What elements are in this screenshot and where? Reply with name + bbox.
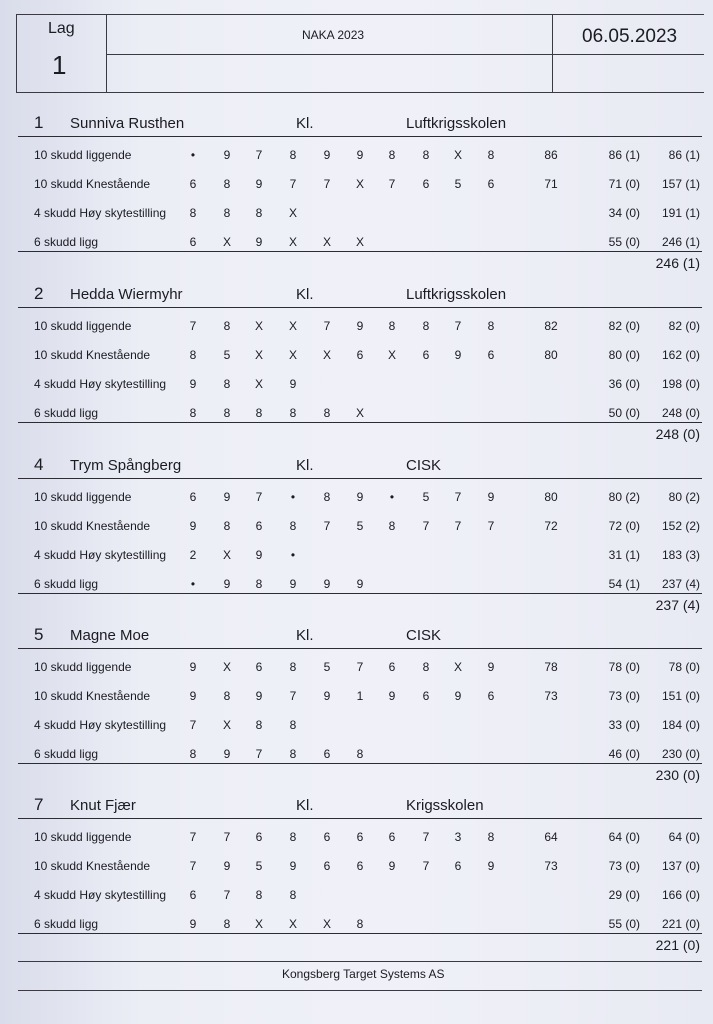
series-label: 10 skudd liggende [34, 148, 132, 162]
athlete-club: Luftkrigsskolen [406, 286, 507, 303]
shot-value: 8 [223, 319, 231, 333]
series-row [0, 148, 713, 166]
shot-value: 9 [255, 548, 263, 562]
shot-value: X [254, 917, 263, 931]
shot-value: 8 [223, 377, 231, 391]
series-subtotal: 82 [544, 319, 558, 333]
shot-value: 8 [289, 718, 297, 732]
shot-value: 6 [255, 830, 263, 844]
shot-value: 6 [422, 177, 430, 191]
shot-value: 9 [356, 577, 364, 591]
athlete-number: 2 [34, 284, 44, 303]
shot-value: 9 [223, 490, 231, 504]
athlete-total-divider [18, 251, 702, 252]
shot-value: 6 [189, 888, 197, 902]
athlete-header-divider [18, 478, 702, 479]
shot-value: 8 [289, 888, 297, 902]
series-row [0, 348, 713, 366]
cumulative-score: 237 (4) [661, 577, 700, 591]
series-score: 46 (0) [608, 747, 640, 761]
athlete-club: Luftkrigsskolen [406, 115, 507, 132]
footer-company: Kongsberg Target Systems AS [282, 967, 445, 981]
cumulative-score: 80 (2) [668, 490, 700, 504]
shot-value: 8 [189, 747, 197, 761]
event-name: NAKA 2023 [302, 28, 365, 42]
series-row [0, 859, 713, 877]
shot-value: 9 [189, 660, 197, 674]
series-row [0, 548, 713, 566]
series-row [0, 830, 713, 848]
shot-value: • [290, 548, 296, 562]
shot-value: 6 [189, 235, 197, 249]
series-score: 34 (0) [608, 206, 640, 220]
athlete-header-divider [18, 818, 702, 819]
athlete-total: 230 (0) [655, 767, 700, 783]
shot-value: 7 [388, 177, 396, 191]
series-score: 64 (0) [608, 830, 640, 844]
shot-value: 7 [289, 689, 297, 703]
athlete-header [0, 455, 713, 477]
shot-value: 7 [255, 490, 263, 504]
shot-value: 8 [189, 406, 197, 420]
shot-value: 6 [323, 830, 331, 844]
shot-value: 9 [356, 319, 364, 333]
shot-value: 7 [223, 830, 231, 844]
shot-value: 7 [356, 660, 364, 674]
cumulative-score: 162 (0) [661, 348, 700, 362]
shot-value: X [222, 718, 231, 732]
athlete-club: CISK [406, 627, 442, 644]
shot-value: 5 [255, 859, 263, 873]
athlete-header-divider [18, 648, 702, 649]
team-label: Lag [48, 20, 75, 37]
series-score: 36 (0) [608, 377, 640, 391]
cumulative-score: 82 (0) [668, 319, 700, 333]
footer-divider-top [18, 961, 702, 962]
shot-value: 5 [323, 660, 331, 674]
shot-value: 7 [454, 519, 462, 533]
series-label: 4 skudd Høy skytestilling [34, 206, 167, 220]
athlete-total: 248 (0) [655, 426, 700, 442]
shot-value: 7 [422, 859, 430, 873]
shot-value: 9 [255, 689, 263, 703]
athlete-name: Trym Spångberg [70, 457, 182, 474]
series-score: 29 (0) [608, 888, 640, 902]
shot-value: 6 [356, 830, 364, 844]
series-label: 10 skudd liggende [34, 660, 132, 674]
shot-value: 9 [388, 859, 396, 873]
series-label: 4 skudd Høy skytestilling [34, 377, 167, 391]
shot-value: 8 [422, 660, 430, 674]
shot-value: 9 [356, 148, 364, 162]
shot-value: 9 [223, 747, 231, 761]
athlete-name: Sunniva Rusthen [70, 115, 185, 132]
shot-value: 8 [356, 917, 364, 931]
shot-value: 8 [255, 577, 263, 591]
series-score: 73 (0) [608, 859, 640, 873]
shot-value: 9 [189, 917, 197, 931]
athlete-total: 237 (4) [655, 597, 700, 613]
shot-value: X [222, 660, 231, 674]
shot-value: 8 [487, 830, 495, 844]
shot-value: 9 [323, 148, 331, 162]
shot-value: 8 [487, 148, 495, 162]
athlete-block [0, 625, 713, 795]
shot-value: 8 [422, 148, 430, 162]
shot-value: 7 [223, 888, 231, 902]
shot-value: 9 [487, 660, 495, 674]
series-label: 10 skudd liggende [34, 490, 132, 504]
series-score: 80 (2) [608, 490, 640, 504]
shot-value: X [254, 377, 263, 391]
athlete-name: Magne Moe [70, 627, 150, 644]
cumulative-score: 248 (0) [661, 406, 700, 420]
shot-value: X [288, 206, 297, 220]
shot-value: X [453, 660, 462, 674]
cumulative-score: 191 (1) [661, 206, 700, 220]
shot-value: 8 [255, 888, 263, 902]
series-score: 54 (1) [608, 577, 640, 591]
shot-value: 8 [487, 319, 495, 333]
athlete-total: 221 (0) [655, 937, 700, 953]
series-row [0, 177, 713, 195]
shot-value: X [288, 348, 297, 362]
athlete-total-divider [18, 422, 702, 423]
shot-value: 6 [189, 177, 197, 191]
cumulative-score: 198 (0) [661, 377, 700, 391]
shot-value: 9 [323, 577, 331, 591]
cumulative-score: 137 (0) [661, 859, 700, 873]
shot-value: X [355, 406, 364, 420]
shot-value: X [355, 177, 364, 191]
shot-value: 7 [189, 830, 197, 844]
shot-value: 6 [388, 660, 396, 674]
shot-value: 8 [289, 830, 297, 844]
shot-value: X [288, 235, 297, 249]
shot-value: X [222, 235, 231, 249]
shot-value: 5 [223, 348, 231, 362]
shot-value: 8 [323, 490, 331, 504]
shot-value: X [254, 348, 263, 362]
shot-value: 7 [189, 859, 197, 873]
athlete-header [0, 113, 713, 135]
shot-value: 7 [487, 519, 495, 533]
series-score: 78 (0) [608, 660, 640, 674]
shot-value: 6 [487, 348, 495, 362]
series-label: 10 skudd liggende [34, 319, 132, 333]
cumulative-score: 157 (1) [661, 177, 700, 191]
shot-value: 6 [189, 490, 197, 504]
shot-value: 7 [189, 319, 197, 333]
shot-value: 6 [356, 859, 364, 873]
athlete-total-divider [18, 763, 702, 764]
shot-value: 9 [487, 859, 495, 873]
athlete-header [0, 284, 713, 306]
shot-value: 7 [289, 177, 297, 191]
shot-value: 8 [223, 177, 231, 191]
series-score: 55 (0) [608, 235, 640, 249]
shot-value: 9 [356, 490, 364, 504]
shot-value: 8 [323, 406, 331, 420]
series-subtotal: 73 [544, 859, 558, 873]
team-number: 1 [52, 50, 67, 80]
shot-value: 5 [356, 519, 364, 533]
shot-value: 6 [454, 859, 462, 873]
athlete-header [0, 795, 713, 817]
shot-value: 9 [388, 689, 396, 703]
shot-value: • [190, 148, 196, 162]
shot-value: X [254, 319, 263, 333]
athlete-header-divider [18, 307, 702, 308]
shot-value: 7 [255, 747, 263, 761]
shot-value: 6 [487, 689, 495, 703]
series-score: 50 (0) [608, 406, 640, 420]
series-label: 10 skudd liggende [34, 830, 132, 844]
shot-value: 8 [189, 206, 197, 220]
series-subtotal: 73 [544, 689, 558, 703]
shot-value: 6 [255, 519, 263, 533]
athlete-class: Kl. [296, 286, 314, 303]
shot-value: 7 [454, 319, 462, 333]
series-row [0, 206, 713, 224]
shot-value: 6 [323, 747, 331, 761]
series-score: 71 (0) [608, 177, 640, 191]
shot-value: X [322, 348, 331, 362]
athlete-block [0, 795, 713, 965]
shot-value: 8 [223, 519, 231, 533]
shot-value: 6 [422, 689, 430, 703]
shot-value: 8 [223, 206, 231, 220]
series-label: 6 skudd ligg [34, 747, 99, 761]
athlete-club: CISK [406, 457, 442, 474]
series-subtotal: 80 [544, 490, 558, 504]
shot-value: 8 [289, 660, 297, 674]
cumulative-score: 230 (0) [661, 747, 700, 761]
series-label: 6 skudd ligg [34, 577, 99, 591]
shot-value: 8 [388, 319, 396, 333]
cumulative-score: 152 (2) [661, 519, 700, 533]
shot-value: 8 [223, 689, 231, 703]
cumulative-score: 184 (0) [661, 718, 700, 732]
shot-value: 9 [223, 148, 231, 162]
series-row [0, 689, 713, 707]
athlete-name: Hedda Wiermyhr [70, 286, 183, 303]
series-label: 10 skudd Knestående [34, 177, 151, 191]
shot-value: 7 [422, 830, 430, 844]
athlete-total: 246 (1) [655, 255, 700, 271]
shot-value: 8 [189, 348, 197, 362]
series-subtotal: 72 [544, 519, 558, 533]
shot-value: 9 [454, 348, 462, 362]
shot-value: 9 [323, 689, 331, 703]
series-label: 4 skudd Høy skytestilling [34, 718, 167, 732]
series-label: 6 skudd ligg [34, 917, 99, 931]
shot-value: 8 [388, 519, 396, 533]
cumulative-score: 221 (0) [661, 917, 700, 931]
athlete-class: Kl. [296, 457, 314, 474]
shot-value: 1 [356, 689, 364, 703]
series-label: 6 skudd ligg [34, 406, 99, 420]
series-subtotal: 86 [544, 148, 558, 162]
shot-value: 9 [289, 377, 297, 391]
shot-value: 8 [388, 148, 396, 162]
shot-value: • [290, 490, 296, 504]
series-subtotal: 71 [544, 177, 558, 191]
shot-value: 8 [223, 917, 231, 931]
athlete-club: Krigsskolen [406, 797, 484, 814]
shot-value: X [322, 235, 331, 249]
shot-value: 6 [356, 348, 364, 362]
shot-value: 6 [422, 348, 430, 362]
shot-value: 7 [323, 519, 331, 533]
athlete-header-divider [18, 136, 702, 137]
shot-value: X [453, 148, 462, 162]
series-subtotal: 80 [544, 348, 558, 362]
series-score: 55 (0) [608, 917, 640, 931]
shot-value: 9 [255, 235, 263, 249]
athlete-number: 4 [34, 455, 44, 474]
series-label: 10 skudd Knestående [34, 348, 151, 362]
shot-value: 6 [487, 177, 495, 191]
event-date: 06.05.2023 [582, 26, 678, 47]
athlete-block [0, 455, 713, 625]
shot-value: X [322, 917, 331, 931]
shot-value: 9 [454, 689, 462, 703]
series-row [0, 377, 713, 395]
series-row [0, 490, 713, 508]
athlete-class: Kl. [296, 797, 314, 814]
shot-value: 3 [454, 830, 462, 844]
shot-value: 7 [422, 519, 430, 533]
shot-value: X [355, 235, 364, 249]
shot-value: 9 [189, 519, 197, 533]
cumulative-score: 86 (1) [668, 148, 700, 162]
series-label: 10 skudd Knestående [34, 519, 151, 533]
series-row [0, 888, 713, 906]
cumulative-score: 166 (0) [661, 888, 700, 902]
cumulative-score: 78 (0) [668, 660, 700, 674]
shot-value: X [288, 319, 297, 333]
shot-value: 8 [255, 406, 263, 420]
shot-value: • [389, 490, 395, 504]
shot-value: 8 [422, 319, 430, 333]
shot-value: 8 [289, 519, 297, 533]
shot-value: 9 [189, 377, 197, 391]
shot-value: 5 [422, 490, 430, 504]
athlete-header [0, 625, 713, 647]
series-label: 10 skudd Knestående [34, 689, 151, 703]
shot-value: 7 [323, 319, 331, 333]
athlete-block [0, 113, 713, 283]
shot-value: 8 [289, 148, 297, 162]
series-score: 31 (1) [608, 548, 640, 562]
shot-value: 9 [289, 859, 297, 873]
series-score: 73 (0) [608, 689, 640, 703]
shot-value: X [387, 348, 396, 362]
athlete-number: 5 [34, 625, 44, 644]
shot-value: 9 [223, 577, 231, 591]
cumulative-score: 151 (0) [661, 689, 700, 703]
shot-value: 8 [289, 406, 297, 420]
shot-value: 8 [289, 747, 297, 761]
footer-divider-bottom [18, 990, 702, 991]
athlete-name: Knut Fjær [70, 797, 136, 814]
shot-value: 7 [454, 490, 462, 504]
athlete-total-divider [18, 933, 702, 934]
series-row [0, 319, 713, 337]
series-subtotal: 64 [544, 830, 558, 844]
shot-value: 8 [255, 206, 263, 220]
series-subtotal: 78 [544, 660, 558, 674]
athlete-block [0, 284, 713, 454]
series-row [0, 519, 713, 537]
athlete-class: Kl. [296, 115, 314, 132]
series-label: 6 skudd ligg [34, 235, 99, 249]
shot-value: X [222, 548, 231, 562]
series-label: 4 skudd Høy skytestilling [34, 888, 167, 902]
series-label: 10 skudd Knestående [34, 859, 151, 873]
shot-value: 8 [223, 406, 231, 420]
cumulative-score: 64 (0) [668, 830, 700, 844]
shot-value: 9 [289, 577, 297, 591]
shot-value: 9 [223, 859, 231, 873]
shot-value: 7 [189, 718, 197, 732]
shot-value: 6 [255, 660, 263, 674]
cumulative-score: 246 (1) [661, 235, 700, 249]
shot-value: 9 [189, 689, 197, 703]
athlete-number: 1 [34, 113, 44, 132]
shot-value: 9 [487, 490, 495, 504]
shot-value: X [288, 917, 297, 931]
shot-value: 5 [454, 177, 462, 191]
series-label: 4 skudd Høy skytestilling [34, 548, 167, 562]
athlete-class: Kl. [296, 627, 314, 644]
series-score: 72 (0) [608, 519, 640, 533]
shot-value: 6 [388, 830, 396, 844]
shot-value: • [190, 577, 196, 591]
athlete-number: 7 [34, 795, 44, 814]
cumulative-score: 183 (3) [661, 548, 700, 562]
athlete-total-divider [18, 593, 702, 594]
series-row [0, 718, 713, 736]
series-score: 82 (0) [608, 319, 640, 333]
series-score: 33 (0) [608, 718, 640, 732]
shot-value: 7 [255, 148, 263, 162]
series-score: 80 (0) [608, 348, 640, 362]
shot-value: 8 [255, 718, 263, 732]
shot-value: 8 [356, 747, 364, 761]
series-row [0, 660, 713, 678]
shot-value: 7 [323, 177, 331, 191]
shot-value: 9 [255, 177, 263, 191]
series-score: 86 (1) [608, 148, 640, 162]
shot-value: 2 [189, 548, 197, 562]
shot-value: 6 [323, 859, 331, 873]
